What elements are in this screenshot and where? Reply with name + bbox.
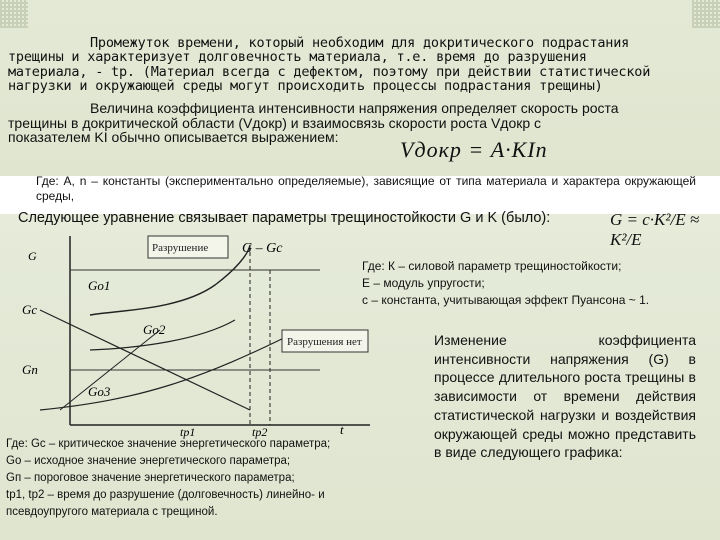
label-go2: Go2 xyxy=(143,322,166,337)
corner-decoration-left xyxy=(0,0,28,28)
box-no-fracture-label: Разрушения нет xyxy=(287,336,362,348)
corner-decoration-right xyxy=(692,0,720,28)
formula-g-k-relation: G = c·K²/E ≈ K²/E xyxy=(610,210,700,249)
label-tp1: tp1 xyxy=(180,425,196,439)
constants-note: Где: А, n – константы (экспериментально определяемые), зависящие от типа материала и характера окружающей среды, xyxy=(36,174,696,203)
section-heading: Следующее уравнение связывает параметры трещиностойкости G и K (было): xyxy=(18,210,551,226)
legend-line1: Где: Gc – критическое значение энергетического параметра; xyxy=(6,438,331,450)
label-gc: Gc xyxy=(22,302,38,317)
box-fracture-label: Разрушение xyxy=(152,242,209,254)
crack-growth-graph xyxy=(0,230,430,440)
where2-line1: Где: К – силовой параметр трещиностойкости; xyxy=(362,259,622,273)
label-g: G xyxy=(28,249,37,263)
paragraph-durability xyxy=(8,36,698,94)
paragraph2-line3: показателем KI обычно описывается выражением: xyxy=(8,129,339,146)
legend-line3: Gп – пороговое значение энергетического параметра; xyxy=(6,472,295,484)
graph-description: Изменение коэффициента интенсивности напряжения (G) в процессе длительного роста трещины в зависимости от времени действия статистической нагрузки и воздействия окружающей среды можно представить в виде следующего графика: xyxy=(434,332,696,461)
paragraph2-line1: Величина коэффициента интенсивности напряжения определяет скорость роста xyxy=(90,100,619,116)
graph-legend xyxy=(6,436,426,521)
legend-line5: псевдоупругого материала с трещиной. xyxy=(6,506,218,518)
formula-crack-velocity: Vдокр = A·KIn xyxy=(400,137,548,162)
legend-line2: Go – исходное значение энергетического параметра; xyxy=(6,455,291,467)
label-t: t xyxy=(340,422,344,437)
paragraph1-line3: материала, - tp. (Материал всегда с дефектом, поэтому при действии статистической xyxy=(8,63,651,80)
paragraph2-line2: трещины в докритической области (Vдокр) и взаимосвязь скорости роста Vдокр с xyxy=(8,114,542,131)
legend-line4: tр1, tр2 – время до разрушение (долговечность) линейно- и xyxy=(6,489,325,501)
paragraph1-line2: трещины и характеризует долговечность материала, т.е. время до разрушения xyxy=(8,49,587,66)
paragraph-stress-intensity xyxy=(8,101,698,145)
label-tp2: tp2 xyxy=(252,425,268,439)
label-g-minus-gc: G – Gc xyxy=(242,241,283,256)
label-gn: Gn xyxy=(22,362,38,377)
label-go1: Go1 xyxy=(88,278,111,293)
where2-line2: Е – модуль упругости; xyxy=(362,276,485,290)
label-go3: Go3 xyxy=(88,384,111,399)
paragraph1-line1: Промежуток времени, который необходим для докритического подрастания xyxy=(90,35,630,51)
paragraph1-line4: нагрузки и окружающей среды могут происходить процессы подрастания трещины) xyxy=(8,78,603,95)
where2-line3: с – константа, учитывающая эффект Пуансона ~ 1. xyxy=(362,293,650,307)
